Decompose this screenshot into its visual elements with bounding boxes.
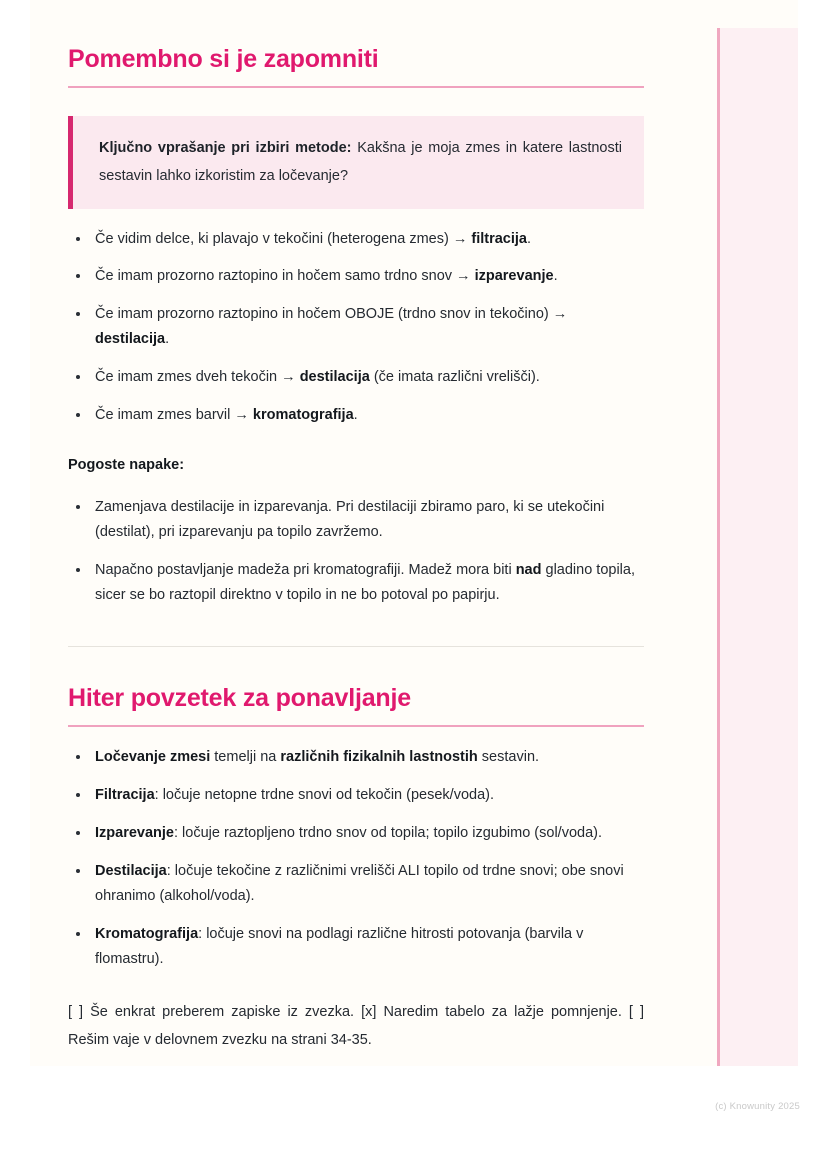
- list-item: [68, 558, 644, 608]
- rule-lead: Če imam prozorno raztopino in hočem samo trdno snov →: [95, 268, 475, 285]
- method-rules-list: [68, 227, 644, 429]
- summary-term: Filtracija: [95, 787, 155, 804]
- mistake-lead: Zamenjava destilacije in izparevanja. Pri destilaciji zbiramo paro, ki se utekočini (destilat), pri izparevanju pa topilo zavržemo.: [95, 499, 605, 541]
- list-item: [68, 302, 644, 352]
- note-card: [30, 0, 798, 1066]
- rule-term: izparevanje: [474, 268, 554, 285]
- right-accent-rule: [717, 28, 720, 1066]
- rule-term: kromatografija: [252, 407, 354, 424]
- list-item: [68, 264, 644, 289]
- rule-lead: Če imam zmes dveh tekočin →: [95, 369, 300, 386]
- mistake-tail: gladino topila, sicer se bo raztopil direktno v topilo in ne bo potoval po papirju.: [95, 562, 635, 604]
- rule-tail: .: [165, 331, 170, 348]
- summary-term-2: različnih fizikalnih lastnostih: [280, 749, 478, 766]
- list-item: [68, 783, 644, 808]
- checklist-note: [ ] Še enkrat preberem zapiske iz zvezka. [x] Naredim tabelo za lažje pomnjenje. [ ] Rešim vaje v delovnem zvezku na strani 34-35.: [68, 1003, 644, 1048]
- list-item: [68, 403, 644, 428]
- summary-term: Ločevanje zmesi: [95, 749, 211, 766]
- callout-label: Ključno vprašanje pri izbiri metode:: [99, 140, 352, 156]
- summary-mid: : ločuje netopne trdne snovi od tekočin (pesek/voda).: [154, 787, 494, 804]
- section-divider: [68, 646, 644, 647]
- common-mistakes-heading: Pogoste napake:: [68, 457, 185, 474]
- footer-copyright: (c) Knowunity 2025: [715, 1101, 800, 1112]
- right-accent-band: [720, 28, 798, 1066]
- callout-text: [99, 134, 622, 191]
- rule-tail: .: [353, 407, 358, 424]
- rule-term: destilacija: [95, 331, 166, 348]
- rule-tail: .: [553, 268, 558, 285]
- list-item: [68, 365, 644, 390]
- common-mistakes-list: [68, 495, 644, 608]
- summary-term: Kromatografija: [95, 925, 199, 942]
- section-title-povzetek: Hiter povzetek za ponavljanje: [68, 684, 411, 713]
- rule-tail: .: [526, 230, 531, 247]
- summary-term: Izparevanje: [95, 824, 174, 841]
- list-item: [68, 227, 644, 252]
- list-item: [68, 821, 644, 846]
- summary-mid: : ločuje tekočine z različnimi vrelišči ALI topilo od trdne snovi; obe snovi ohranimo (alkohol/voda).: [95, 862, 624, 904]
- rule-lead: Če imam prozorno raztopino in hočem OBOJE (trdno snov in tekočino) →: [95, 306, 568, 323]
- summary-list: [68, 745, 644, 972]
- rule-lead: Če imam zmes barvil →: [95, 407, 253, 424]
- key-question-callout: [68, 116, 644, 209]
- summary-term: Destilacija: [95, 862, 167, 879]
- summary-mid: temelji na: [210, 749, 281, 766]
- rule-term: filtracija: [471, 230, 527, 247]
- mistake-lead: Napačno postavljanje madeža pri kromatografiji. Madež mora biti: [95, 562, 516, 579]
- rule-tail: (če imata različni vrelišči).: [369, 369, 540, 386]
- list-item: [68, 922, 644, 972]
- section-title-rule-1: [68, 86, 644, 88]
- mistake-term: nad: [515, 562, 542, 579]
- list-item: [68, 495, 644, 545]
- section-title-rule-2: [68, 725, 644, 727]
- list-item: [68, 745, 644, 770]
- rule-lead: Če vidim delce, ki plavajo v tekočini (heterogena zmes) →: [95, 230, 472, 247]
- summary-mid: : ločuje snovi na podlagi različne hitrosti potovanja (barvila v flomastru).: [95, 925, 584, 967]
- summary-mid: : ločuje raztopljeno trdno snov od topila; topilo izgubimo (sol/voda).: [174, 824, 602, 841]
- callout-body: Kakšna je moja zmes in katere lastnosti sestavin lahko izkoristim za ločevanje?: [99, 140, 623, 185]
- summary-tail: sestavin.: [477, 749, 540, 766]
- section-title-pomembno: Pomembno si je zapomniti: [68, 45, 379, 73]
- rule-term: destilacija: [299, 369, 370, 386]
- note-content: [68, 0, 644, 1054]
- list-item: [68, 859, 644, 909]
